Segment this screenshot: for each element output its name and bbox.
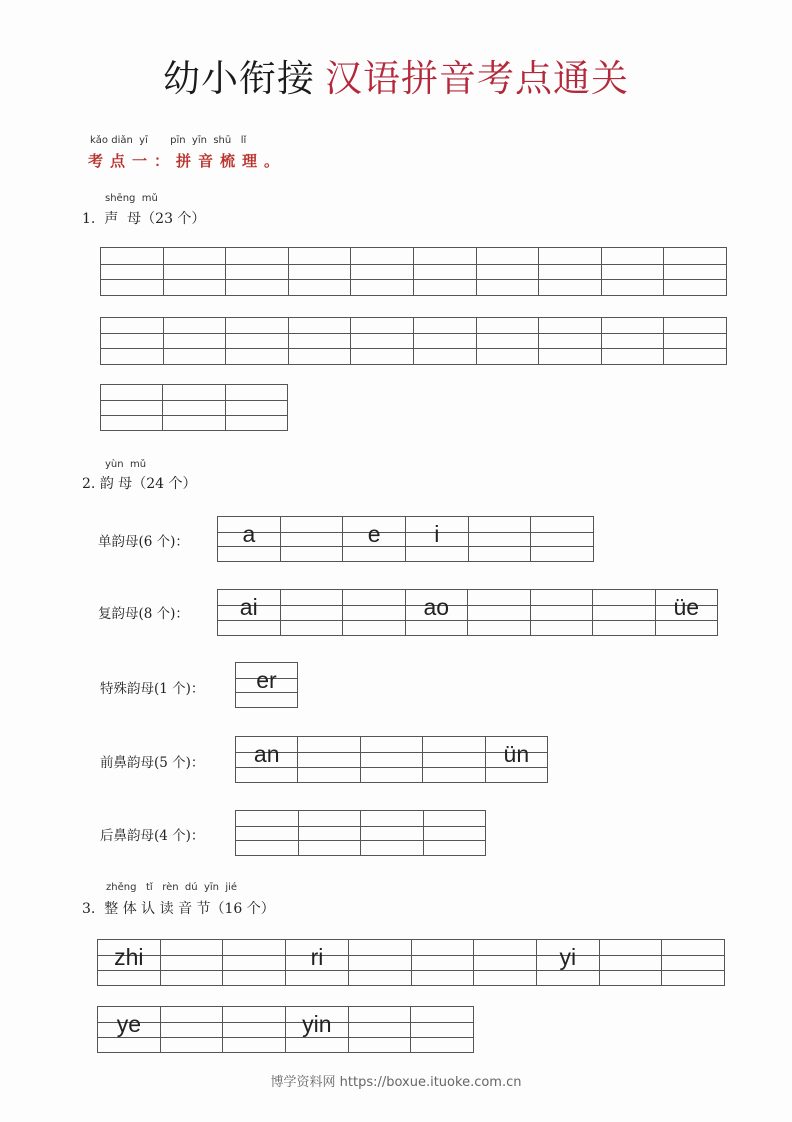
pinyin-text: yin bbox=[302, 1011, 332, 1037]
title-part2: 汉语拼音考点通关 bbox=[325, 57, 629, 100]
item2-label: 韵 母（24 个） bbox=[99, 476, 197, 492]
writing-cell bbox=[218, 517, 281, 561]
writing-cell bbox=[406, 517, 469, 561]
writing-cell bbox=[289, 248, 352, 295]
houbi-yunmu-grid bbox=[235, 810, 486, 856]
section-heading: 考点一：拼音梳理。 bbox=[88, 152, 287, 170]
item1-label: 声 母（23 个） bbox=[104, 211, 206, 227]
item3-label: 整 体 认 读 音 节（16 个） bbox=[104, 901, 275, 917]
pinyin-text: er bbox=[256, 667, 277, 693]
writing-cell bbox=[281, 590, 344, 635]
item3-number: 3. bbox=[82, 901, 96, 917]
writing-cell bbox=[593, 590, 656, 635]
writing-cell bbox=[602, 318, 665, 364]
writing-cell bbox=[664, 248, 726, 295]
writing-cell bbox=[477, 318, 540, 364]
writing-cell bbox=[289, 318, 352, 364]
writing-cell bbox=[531, 590, 594, 635]
writing-cell bbox=[361, 737, 423, 782]
item1-title bbox=[82, 208, 205, 228]
writing-cell bbox=[298, 737, 360, 782]
writing-cell bbox=[286, 1007, 349, 1052]
writing-cell bbox=[351, 248, 414, 295]
writing-cell bbox=[163, 385, 225, 430]
shengmu-grid-row-3 bbox=[100, 384, 288, 431]
writing-cell bbox=[164, 318, 227, 364]
writing-cell bbox=[600, 940, 663, 985]
title-part1: 幼小衔接 bbox=[163, 57, 315, 100]
writing-cell bbox=[223, 1007, 286, 1052]
writing-cell bbox=[539, 318, 602, 364]
writing-cell bbox=[412, 940, 475, 985]
writing-cell bbox=[236, 737, 298, 782]
writing-cell bbox=[423, 737, 485, 782]
writing-cell bbox=[477, 248, 540, 295]
shengmu-grid-row-1 bbox=[100, 247, 727, 296]
writing-cell bbox=[474, 940, 537, 985]
writing-cell bbox=[537, 940, 600, 985]
zhengti-grid-row-1 bbox=[97, 939, 725, 986]
writing-cell bbox=[531, 517, 593, 561]
writing-cell bbox=[226, 318, 289, 364]
writing-cell bbox=[236, 811, 299, 855]
writing-cell bbox=[223, 940, 286, 985]
writing-cell bbox=[414, 318, 477, 364]
pinyin-text: i bbox=[434, 521, 440, 547]
zhengti-grid-row-2 bbox=[97, 1006, 474, 1053]
page-title bbox=[0, 48, 792, 102]
writing-cell bbox=[349, 1007, 412, 1052]
item1-number: 1. bbox=[82, 211, 96, 227]
pinyin-text: ye bbox=[116, 1011, 141, 1037]
writing-cell bbox=[406, 590, 469, 635]
writing-cell bbox=[218, 590, 281, 635]
writing-cell bbox=[164, 248, 227, 295]
writing-cell bbox=[101, 248, 164, 295]
pinyin-text: an bbox=[253, 741, 280, 767]
pinyin-text: ri bbox=[310, 944, 324, 970]
shengmu-grid-row-2 bbox=[100, 317, 727, 365]
item3-title bbox=[82, 898, 275, 918]
footer-watermark: 博学资料网 https://boxue.ituoke.com.cn bbox=[270, 1075, 522, 1090]
writing-cell bbox=[343, 517, 406, 561]
item1-pinyin: shēng mǔ bbox=[105, 193, 158, 204]
writing-cell bbox=[351, 318, 414, 364]
writing-cell bbox=[161, 1007, 224, 1052]
pinyin-text: ao bbox=[423, 594, 450, 620]
writing-cell bbox=[343, 590, 406, 635]
writing-cell bbox=[424, 811, 486, 855]
writing-cell bbox=[281, 517, 344, 561]
pinyin-text: zhi bbox=[114, 944, 144, 970]
teshu-yunmu-grid bbox=[235, 662, 298, 708]
section-heading-pinyin: kǎo diǎn yī pīn yīn shū lǐ bbox=[90, 135, 247, 146]
writing-cell bbox=[411, 1007, 473, 1052]
item2-title bbox=[82, 473, 197, 493]
writing-cell bbox=[414, 248, 477, 295]
writing-cell bbox=[539, 248, 602, 295]
writing-cell bbox=[98, 1007, 161, 1052]
writing-cell bbox=[101, 318, 164, 364]
pinyin-text: ün bbox=[503, 741, 530, 767]
writing-cell bbox=[486, 737, 547, 782]
fu-yunmu-label: 复韵母(8 个)： bbox=[98, 606, 189, 622]
dan-yunmu-grid bbox=[217, 516, 594, 562]
writing-cell bbox=[349, 940, 412, 985]
dan-yunmu-label: 单韵母(6 个)： bbox=[98, 534, 189, 550]
pinyin-text: yi bbox=[559, 944, 577, 970]
writing-cell bbox=[662, 940, 724, 985]
writing-cell bbox=[468, 590, 531, 635]
pinyin-text: a bbox=[242, 521, 256, 547]
writing-cell bbox=[361, 811, 424, 855]
pinyin-text: ai bbox=[239, 594, 258, 620]
writing-cell bbox=[286, 940, 349, 985]
houbi-yunmu-label: 后鼻韵母(4 个)： bbox=[100, 828, 205, 844]
writing-cell bbox=[226, 385, 287, 430]
pinyin-text: üe bbox=[673, 594, 700, 620]
fu-yunmu-grid bbox=[217, 589, 718, 636]
writing-cell bbox=[226, 248, 289, 295]
writing-cell bbox=[161, 940, 224, 985]
writing-cell bbox=[236, 663, 297, 707]
qianbi-yunmu-label: 前鼻韵母(5 个)： bbox=[100, 755, 205, 771]
writing-cell bbox=[299, 811, 362, 855]
writing-cell bbox=[656, 590, 718, 635]
pinyin-text: e bbox=[367, 521, 381, 547]
item2-pinyin: yùn mǔ bbox=[105, 459, 147, 470]
writing-cell bbox=[602, 248, 665, 295]
writing-cell bbox=[664, 318, 726, 364]
writing-cell bbox=[101, 385, 163, 430]
item3-pinyin: zhěng tǐ rèn dú yīn jié bbox=[106, 882, 238, 893]
writing-cell bbox=[98, 940, 161, 985]
writing-cell bbox=[469, 517, 532, 561]
item2-number: 2. bbox=[82, 476, 96, 492]
teshu-yunmu-label: 特殊韵母(1 个)： bbox=[100, 681, 205, 697]
qianbi-yunmu-grid bbox=[235, 736, 548, 783]
